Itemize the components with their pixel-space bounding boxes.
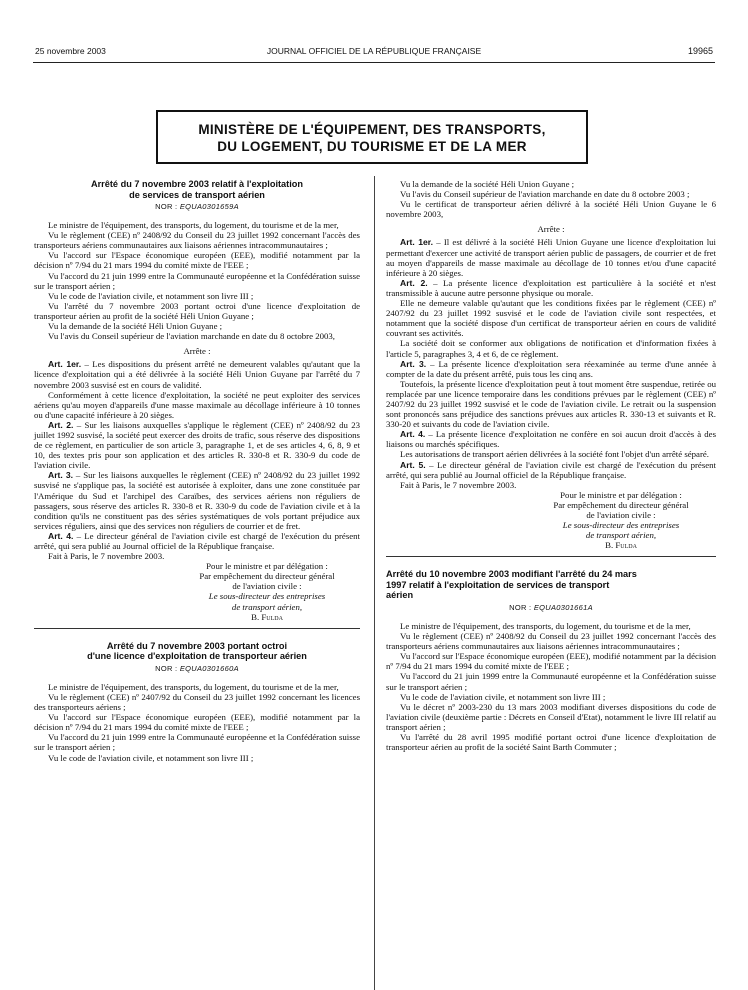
arrete1-arrete-label: Arrête : [183,346,211,357]
arrete3-para: Vu l'accord du 21 juin 1999 entre la Communauté européenne et la Confédération suisse sur le transport aérien ; [386,671,716,692]
ministry-line-1: MINISTÈRE DE L'ÉQUIPEMENT, DES TRANSPORTS, [198,122,546,137]
arrete2-signature-4: Le sous-directeur des entreprises [562,520,680,531]
arrete1-para: Vu le règlement (CEE) nº 2408/92 du Conseil du 23 juillet 1992 concernant l'accès des transporteurs aériens communautaires aux liaisons aériennes intracommunautaires ; [34,230,360,251]
header-date: 25 novembre 2003 [35,46,106,56]
section-separator [34,628,360,629]
arrete3-para: Vu le décret nº 2003-230 du 13 mars 2003 modifiant diverses dispositions du code de l'aviation civile (deuxième partie : Décrets en Conseil d'Etat), notamment le livre III relatif au transport aérien ; [386,701,716,732]
arrete3-para: Vu le code de l'aviation civile, et notamment son livre III ; [400,691,606,702]
arrete2-article: La société doit se conformer aux obligations de notification et d'information fixées à l'article 5, paragraphes 3, 4 et 6, de ce règlement. [386,338,716,359]
arrete2-article: Art. 5. – Le directeur général de l'aviation civile est chargé de l'exécution du présent arrêté, qui sera publié au Journal officiel de la République française. [386,459,716,480]
arrete1-article: Art. 3. – Sur les liaisons auxquelles le règlement (CEE) nº 2408/92 du 23 juillet 1992 susvisé ne s'applique pas, la société est autorisée à exploiter, dans une zone constituée par l'Amérique du Sud et l'archipel des Caraïbes, des services aériens non réguliers de passagers, sous réserve des articles R. 330-8 et R. 330-9 du code de l'aviation civile et à la condition qu'ils ne constituent pas des séries systématiques de vols portant préjudice aux services réguliers, ainsi que des services non réguliers de courrier et de fret. [34,470,360,531]
arrete2-article: Les autorisations de transport aérien délivrées à la société font l'objet d'un arrêté séparé. [400,449,709,460]
section-separator [386,556,716,557]
header-page-number: 19965 [687,46,713,56]
arrete3-para: Vu l'accord sur l'Espace économique européen (EEE), modifié notamment par la décision nº 7/94 du 21 mars 1994 du comité mixte de l'EEE ; [386,651,716,672]
arrete2-signature-2: Par empêchement du directeur général [553,499,689,510]
header-journal-title: JOURNAL OFFICIEL DE LA RÉPUBLIQUE FRANÇAISE [266,46,482,56]
arrete1-para: Le ministre de l'équipement, des transports, du logement, du tourisme et de la mer, [48,220,339,231]
arrete2-signature-1: Pour le ministre et par délégation : [560,489,682,500]
arrete3-nor: NOR : EQUA0301661A [509,602,593,612]
arrete2-article: Art. 4. – La présente licence d'exploitation ne confère en soi aucun droit d'accès à des liaisons ou marchés spécifiques. [386,429,717,450]
arrete2-signature-5: de transport aérien, [585,530,657,541]
arrete2-arrete-label: Arrête : [537,224,565,235]
right-column [386,179,716,752]
arrete3-para: Vu l'arrêté du 28 avril 1995 modifié portant octroi d'une licence d'exploitation de transporteur aérien au profit de la société Saint Barth Commuter ; [386,732,716,753]
arrete2-para: Le ministre de l'équipement, des transports, du logement, du tourisme et de la mer, [48,681,339,692]
arrete2-article: Art. 1er. – Il est délivré à la société Héli Union Guyane une licence d'exploitation lui permettant d'exercer une activité de transport aérien public de passagers, de courrier et de fret au moyen d'appareils de masse maximale au décollage de 10 tonnes et/ou d'une capacité inférieure à 20 sièges. [386,237,716,278]
arrete2-article: Art. 2. – La présente licence d'exploitation est particulière à la société et n'est transmissible à aucune autre personne physique ou morale. [386,277,717,298]
arrete1-para: Vu l'accord du 21 juin 1999 entre la Communauté européenne et la Confédération suisse sur le transport aérien ; [34,270,360,291]
arrete1-signature-1: Pour le ministre et par délégation : [206,561,328,572]
arrete2-fait: Fait à Paris, le 7 novembre 2003. [400,479,517,490]
arrete1-signature-5: de transport aérien, [231,601,303,612]
arrete2-para: Vu l'accord sur l'Espace économique européen (EEE), modifié notamment par la décision nº 7/94 du 21 mars 1994 du comité mixte de l'EEE ; [34,712,360,733]
left-column [34,179,360,763]
arrete2-article: Art. 3. – La présente licence d'exploitation sera réexaminée au terme d'une année à compter de la date du présent arrêté, puis tous les cinq ans. [386,358,716,379]
arrete2-signature-name: B. Fulda [605,540,637,551]
ministry-box [156,110,588,164]
arrete2-signature-3: de l'aviation civile : [586,510,656,520]
arrete3-para: Le ministre de l'équipement, des transports, du logement, du tourisme et de la mer, [400,620,691,631]
arrete2-article: Elle ne demeure valable qu'autant que les conditions fixées par le règlement (CEE) nº 2407/92 du 23 juillet 1992 susvisé et le code de l'aviation civile sont respectées, et notamment que la société dispose d'un certificat de transporteur aérien en cours de validité couvrant ses activités. [386,298,716,339]
arrete1-signature-2: Par empêchement du directeur général [199,571,335,582]
arrete2-para: Vu l'accord du 21 juin 1999 entre la Communauté européenne et la Confédération suisse sur le transport aérien ; [34,732,360,753]
arrete1-article: Art. 2. – Sur les liaisons auxquelles s'applique le règlement (CEE) nº 2408/92 du 23 juillet 1992 susvisé, la société peut exercer des droits de trafic, sous réserve des dispositions de ce règlement, en particulier de son article 3, paragraphe 1, et de ses articles 4, 6, 8, 9 et 10, des textes pris pour son application et des articles R. 330-8 et R. 330-9 du code de l'aviation civile. [34,419,360,471]
arrete1-signature-name: B. Fulda [251,611,283,622]
ministry-line-2: DU LOGEMENT, DU TOURISME ET DE LA MER [217,139,527,154]
arrete2-cont-para: Vu le certificat de transporteur aérien délivré à la société Héli Union Guyane le 6 novembre 2003, [386,199,716,220]
arrete1-para: Vu l'accord sur l'Espace économique européen (EEE), modifié notamment par la décision nº 7/94 du 21 mars 1994 du comité mixte de l'EEE ; [34,250,360,271]
arrete2-para: Vu le règlement (CEE) nº 2407/92 du Conseil du 23 juillet 1992 concernant les licences des transporteurs aériens ; [34,691,360,713]
arrete2-cont-para: Vu la demande de la société Héli Union Guyane ; [400,179,575,189]
arrete1-para: Vu le code de l'aviation civile, et notamment son livre III ; [48,290,254,301]
arrete1-fait: Fait à Paris, le 7 novembre 2003. [48,551,165,562]
arrete1-signature-3: de l'aviation civile : [232,581,302,592]
arrete1-article: Art. 4. – Le directeur général de l'aviation civile est chargé de l'exécution du présent arrêté, qui sera publié au Journal officiel de la République française. [34,530,360,551]
arrete1-signature-4: Le sous-directeur des entreprises [208,591,326,602]
arrete3-title: Arrêté du 10 novembre 2003 modifiant l'arrêté du 24 mars 1997 relatif à l'exploitation de services de transport aérien [386,569,637,601]
arrete1-title: Arrêté du 7 novembre 2003 relatif à l'exploitation de services de transport aérien [90,179,304,200]
column-divider [374,176,375,990]
arrete1-article: Art. 1er. – Les dispositions du présent arrêté ne demeurent valables qu'autant que la licence d'exploitation qui a été délivrée à la société Héli Union Guyane par l'arrêté du 7 novembre 2003 susvisé est en cours de validité. [34,359,360,390]
arrete2-title: Arrêté du 7 novembre 2003 portant octroi d'une licence d'exploitation de transporteur aérien [87,640,307,662]
header-rule [33,62,715,63]
arrete1-para: Vu l'avis du Conseil supérieur de l'aviation marchande en date du 8 octobre 2003, [48,331,335,342]
arrete2-article: Toutefois, la présente licence d'exploitation peut à tout moment être suspendue, retirée ou remplacée par une licence temporaire dans les conditions prévues par le règlement (CEE) nº 2407/92 du 23 juillet 1992 susvisé et le code de l'aviation civile. Le retrait ou la suspension sont prononcés sans préjudice des sanctions prévues aux articles R. 330-13 et suivants et R. 330-20 et suivants du code de l'aviation civile. [386,378,716,430]
arrete1-nor: NOR : EQUA0301659A [155,202,239,211]
arrete3-para: Vu le règlement (CEE) nº 2408/92 du Conseil du 23 juillet 1992 concernant l'accès des transporteurs aériens communautaires aux liaisons aériennes intracommunautaires ; [386,631,716,652]
arrete1-para: Vu la demande de la société Héli Union Guyane ; [48,321,223,332]
arrete1-para: Vu l'arrêté du 7 novembre 2003 portant octroi d'une licence d'exploitation de transporteur aérien au profit de la société Héli Union Guyane ; [34,300,360,321]
arrete1-article: Conformément à cette licence d'exploitation, la société ne peut exploiter des services aériens qu'au moyen d'appareils d'une masse maximale au décollage inférieure à 10 tonnes ou d'une capacité inférieure à 20 sièges. [34,389,360,420]
arrete2-nor: NOR : EQUA0301660A [155,663,239,673]
arrete2-cont-para: Vu l'avis du Conseil supérieur de l'aviation marchande en date du 8 octobre 2003 ; [400,189,690,200]
arrete2-para: Vu le code de l'aviation civile, et notamment son livre III ; [48,752,254,763]
